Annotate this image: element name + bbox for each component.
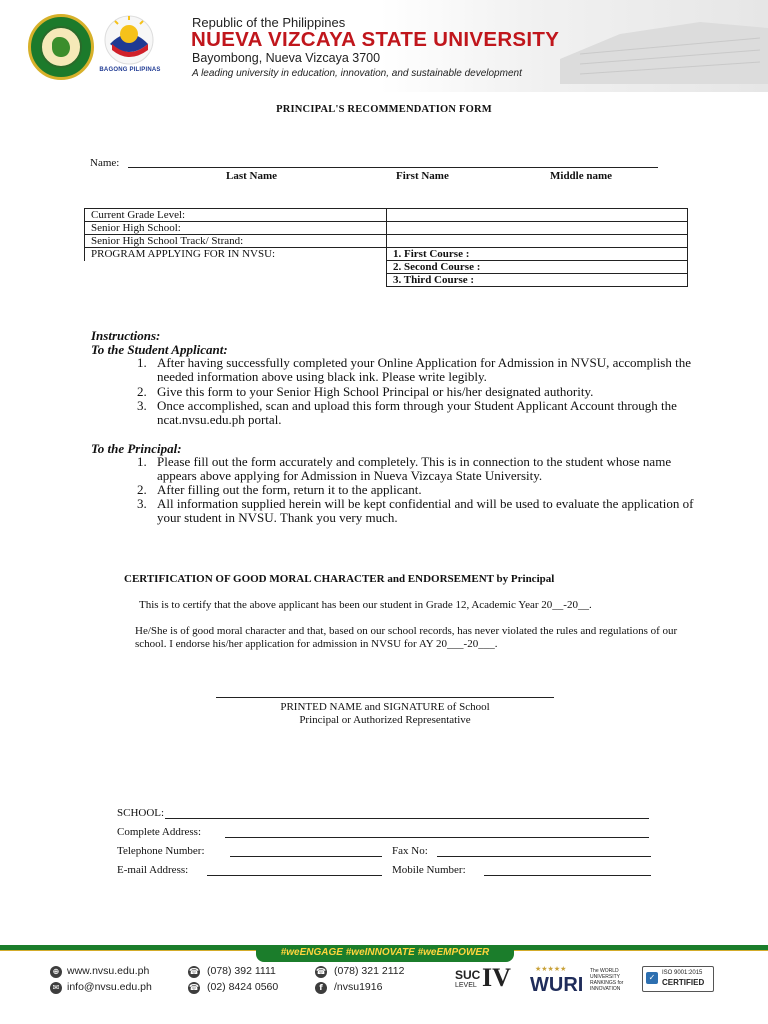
bagong-pilipinas-caption: BAGONG PILIPINAS [99, 67, 161, 73]
building-watermark [560, 14, 768, 84]
school-field-line[interactable] [165, 818, 649, 819]
suc-label: SUC [455, 968, 481, 982]
signature-caption-1: PRINTED NAME and SIGNATURE of School [280, 701, 490, 713]
footer-hashtags: #weENGAGE #weINNOVATE #weEMPOWER [256, 945, 514, 962]
first-course-field[interactable]: 1. First Course : [387, 248, 688, 261]
wuri-logo: WURI [530, 974, 584, 996]
bagong-pilipinas-logo [104, 14, 154, 70]
email-field-line[interactable] [207, 875, 382, 876]
table-cell-empty [85, 261, 387, 274]
list-item [137, 385, 697, 399]
list-text: Once accomplished, scan and upload this form through your Student Applicant Account through the ncat.nvsu.edu.ph portal. [157, 398, 677, 427]
principal-heading: To the Principal: [91, 441, 182, 456]
certification-paragraph-2: He/She is of good moral character and that, based on our school records, has never violated the rules and regulations of our school. I endorse his/her application for admission in NVSU for AY 20___-20___. [135, 625, 678, 650]
table-row [85, 248, 688, 261]
list-number: 1. [137, 355, 147, 370]
first-name-caption: First Name [396, 170, 449, 182]
iso-certified: CERTIFIED [662, 978, 705, 987]
middle-name-caption: Middle name [550, 170, 613, 182]
nvsu-seal-logo [28, 14, 94, 80]
table-row [85, 261, 688, 274]
table-cell-label: Current Grade Level: [85, 209, 387, 222]
table-cell-label: PROGRAM APPLYING FOR IN NVSU: [85, 248, 387, 261]
university-address: Bayombong, Nueva Vizcaya 3700 [192, 51, 381, 65]
signature-caption-2: Principal or Authorized Representative [299, 714, 471, 726]
second-course-field[interactable]: 2. Second Course : [387, 261, 688, 274]
iso-standard: ISO 9001:2015 [662, 970, 703, 976]
fax-field-line[interactable] [437, 856, 651, 857]
footer-website[interactable]: www.nvsu.edu.ph [67, 965, 150, 977]
footer-phone-1: (078) 392 1111 [207, 965, 276, 977]
track-strand-field[interactable] [387, 235, 688, 248]
footer-facebook[interactable]: /nvsu1916 [334, 981, 383, 993]
phone-icon: ☎ [189, 967, 199, 976]
facebook-icon: f [315, 982, 327, 994]
list-text: Give this form to your Senior High School Principal or his/her designated authority. [157, 384, 594, 399]
student-applicant-heading: To the Student Applicant: [91, 342, 228, 357]
telephone-field-line[interactable] [230, 856, 382, 857]
third-course-field[interactable]: 3. Third Course : [387, 274, 688, 287]
list-item [137, 455, 697, 483]
form-title: PRINCIPAL'S RECOMMENDATION FORM [276, 104, 492, 115]
iso-certification-icon: ✓ [646, 972, 658, 984]
suc-level-numeral: IV [482, 963, 511, 992]
mail-icon: ✉ [50, 982, 62, 994]
list-item [137, 356, 697, 384]
table-row [85, 274, 688, 287]
instructions-heading: Instructions: [91, 328, 161, 343]
senior-high-school-field[interactable] [387, 222, 688, 235]
list-item [137, 497, 697, 525]
table-row [85, 235, 688, 248]
email-label: E-mail Address: [117, 864, 189, 876]
list-text: Please fill out the form accurately and completely. This is in connection to the student whose name appears above applying for Admission in Nueva Vizcaya State University. [157, 454, 672, 483]
name-input-line[interactable] [128, 167, 658, 168]
list-number: 3. [137, 398, 147, 413]
university-name: NUEVA VIZCAYA STATE UNIVERSITY [191, 28, 560, 51]
certification-heading: CERTIFICATION OF GOOD MORAL CHARACTER and ENDORSEMENT by Principal [124, 573, 555, 585]
telephone-label: Telephone Number: [117, 845, 205, 857]
wuri-stars-icon: ★★★★★ [535, 965, 567, 973]
table-cell-empty [85, 274, 387, 287]
grade-level-field[interactable] [387, 209, 688, 222]
list-item [137, 483, 697, 497]
footer-phone-2: (02) 8424 0560 [207, 981, 279, 993]
table-row [85, 222, 688, 235]
certification-paragraph-1: This is to certify that the above applicant has been our student in Grade 12, Academic Year 20__-20__. [139, 599, 592, 611]
mobile-label: Mobile Number: [392, 864, 466, 876]
table-cell-label: Senior High School: [85, 222, 387, 235]
wuri-caption: The WORLD UNIVERSITY RANKINGS for INNOVATION [590, 968, 624, 992]
suc-level-label: LEVEL [455, 982, 477, 989]
list-text: All information supplied herein will be kept confidential and will be used to evaluate the application of your student in NVSU. Thank you very much. [157, 496, 694, 525]
mobile-field-line[interactable] [484, 875, 651, 876]
fax-label: Fax No: [392, 845, 428, 857]
phone-icon: ☎ [189, 983, 199, 992]
name-label: Name: [90, 157, 120, 169]
list-number: 2. [137, 384, 147, 399]
complete-address-field-line[interactable] [225, 837, 649, 838]
table-row [85, 209, 688, 222]
list-text: After filling out the form, return it to the applicant. [157, 482, 422, 497]
last-name-caption: Last Name [226, 170, 278, 182]
university-tagline: A leading university in education, innovation, and sustainable development [192, 68, 522, 79]
list-number: 1. [137, 454, 147, 469]
list-number: 2. [137, 482, 147, 497]
list-number: 3. [137, 496, 147, 511]
footer-email[interactable]: info@nvsu.edu.ph [67, 981, 152, 993]
list-item [137, 399, 697, 427]
signature-line[interactable] [216, 697, 554, 698]
phone-icon: ☎ [316, 967, 326, 976]
complete-address-label: Complete Address: [117, 826, 202, 838]
republic-text: Republic of the Philippines [192, 15, 346, 30]
globe-icon: ⊕ [50, 966, 62, 978]
list-text: After having successfully completed your Online Application for Admission in NVSU, accomplish the needed information above using black ink. Please write legibly. [157, 355, 691, 384]
footer-phone-3: (078) 321 2112 [334, 965, 405, 977]
school-label: SCHOOL: [117, 807, 165, 819]
applicant-info-table [84, 208, 688, 287]
table-cell-label: Senior High School Track/ Strand: [85, 235, 387, 248]
